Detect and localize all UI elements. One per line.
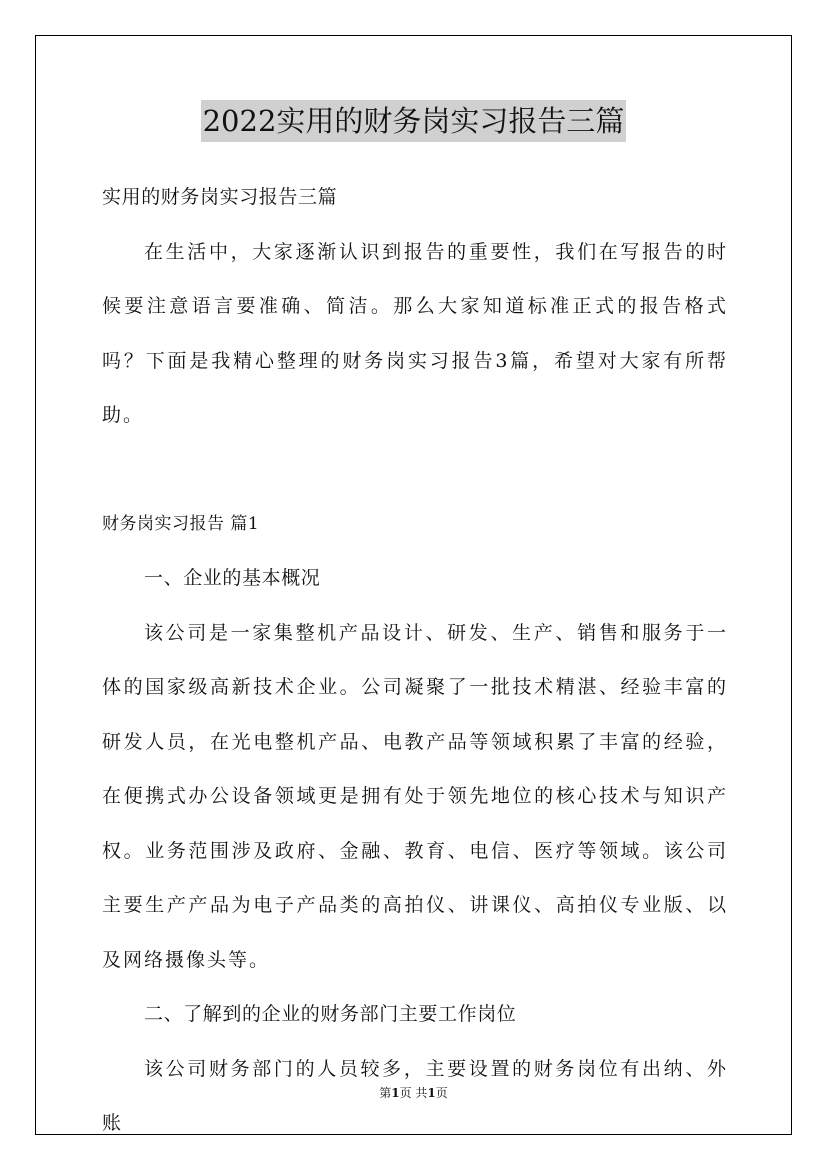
part2-paragraph: 该公司财务部门的人员较多，主要设置的财务岗位有出纳、外账 (102, 1057, 728, 1134)
part1-heading: 一、企业的基本概况 (144, 567, 321, 589)
section-heading: 财务岗实习报告 篇1 (102, 513, 260, 534)
intro-paragraph: 在生活中，大家逐渐认识到报告的重要性，我们在写报告的时候要注意语言要准确、简洁。那么大家知道标准正式的报告格式吗？下面是我精心整理的财务岗实习报告3篇，希望对大家有所帮助。 (102, 240, 728, 426)
title-wrap (0, 100, 827, 142)
footer-mid: 页 共 (399, 1086, 428, 1100)
part1-paragraph: 该公司是一家集整机产品设计、研发、生产、销售和服务于一体的国家级高新技术企业。公司凝聚了一批技术精湛、经验丰富的研发人员，在光电整机产品、电教产品等领域积累了丰富的经验，在便携式办公设备领域更是拥有处于领先地位的核心技术与知识产权。业务范围涉及政府、金融、教育、电信、医疗等领域。该公司主要生产产品为电子产品类的高拍仪、讲课仪、高拍仪专业版、以及网络摄像头等。 (102, 621, 728, 971)
blank-line (102, 443, 728, 497)
footer-suffix: 页 (435, 1086, 448, 1100)
footer-page-total: 1 (427, 1086, 436, 1100)
part2-heading: 二、了解到的企业的财务部门主要工作岗位 (144, 1003, 517, 1025)
footer-page-current: 1 (391, 1086, 400, 1100)
page-footer (0, 1084, 827, 1101)
document-subtitle: 实用的财务岗实习报告三篇 (102, 186, 338, 208)
document-body (102, 170, 728, 1151)
footer-prefix: 第 (379, 1086, 392, 1100)
document-title: 2022实用的财务岗实习报告三篇 (201, 100, 627, 142)
